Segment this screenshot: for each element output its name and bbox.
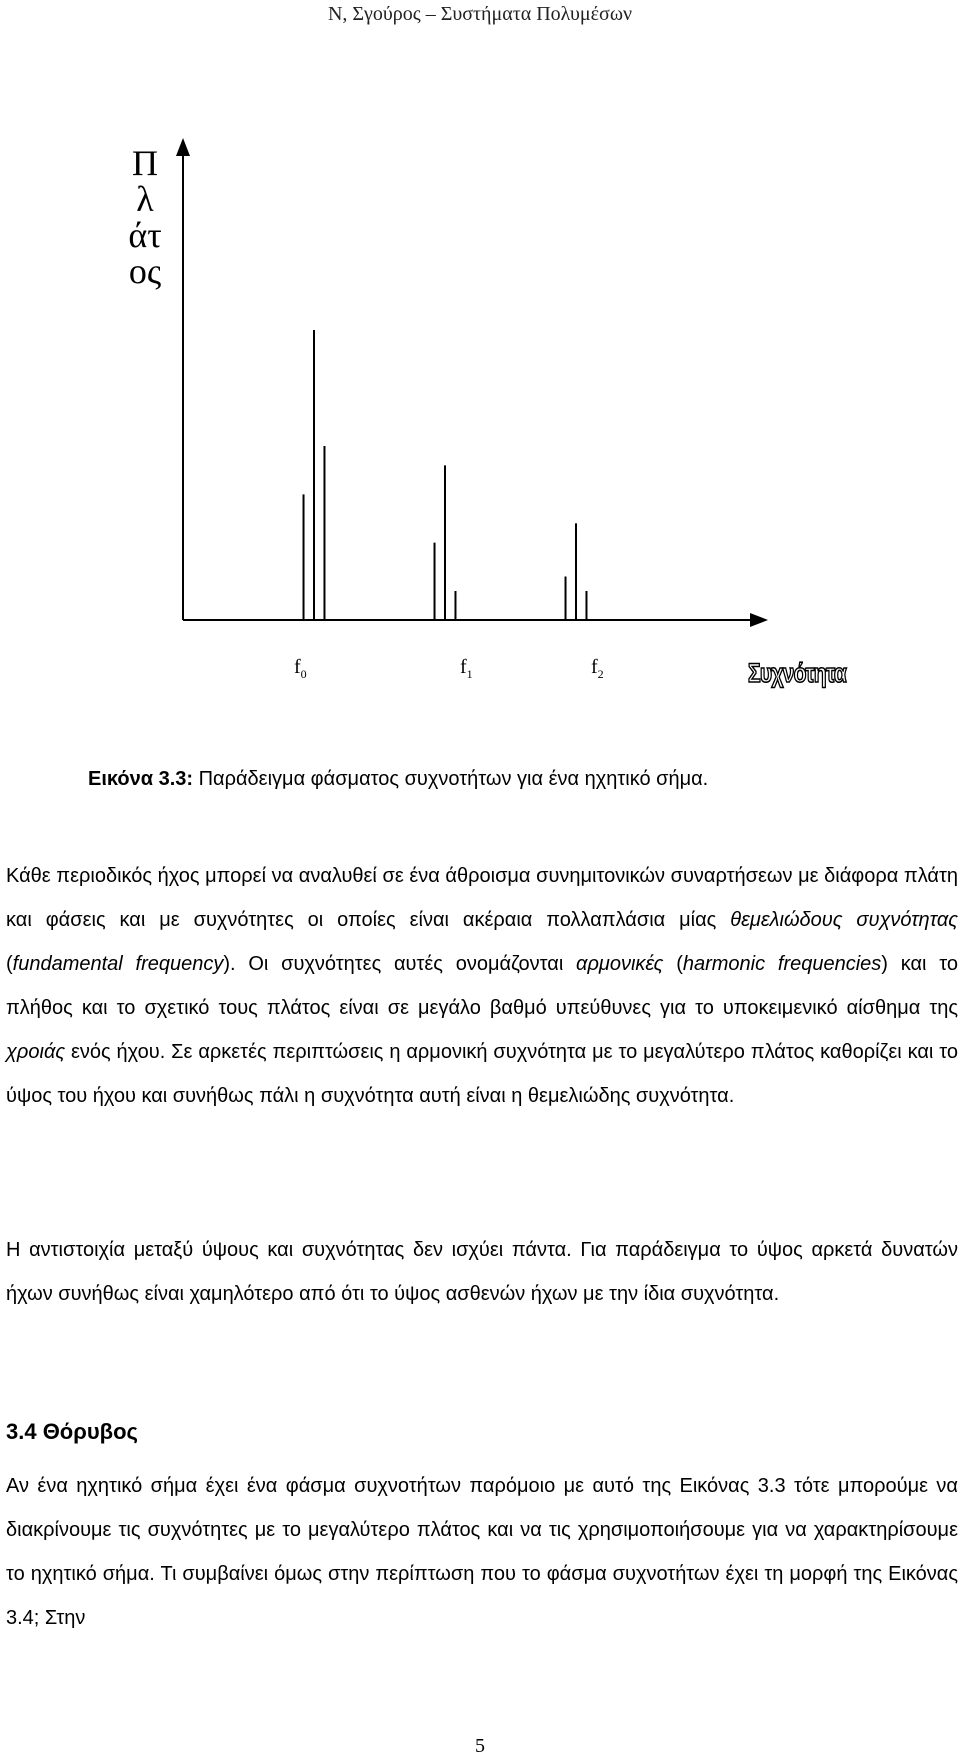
spectrum-figure [0, 130, 960, 710]
paragraph-pitch: Η αντιστοιχία μεταξύ ύψους και συχνότητας δεν ισχύει πάντα. Για παράδειγμα το ύψος αρκετά δυνατών ήχων συνήθως είναι χαμηλότερο από ότι το ύψος ασθενών ήχων με την ίδια συχνότητα. [6, 1239, 958, 1305]
tick-label-f0: $f_0$ [294, 656, 307, 681]
caption-label: Εικόνα 3.3: [88, 768, 194, 790]
paragraph-harmonics: Κάθε περιοδικός ήχος μπορεί να αναλυθεί σε ένα άθροισμα συνημιτονικών συναρτήσεων με διάφορα πλάτη και φάσεις και με συχνότητες οι οποίες είναι ακέραια πολλαπλάσια μίας θεμελιώδους συχνότητας (fundamental frequency). Οι συχνότητες αυτές ονομάζονται αρμονικές (harmonic frequencies) και το πλήθος και το σχετικό τους πλάτος είναι σε μεγάλο βαθμό υπεύθυνες για το υποκειμενικό αίσθημα της χροιάς ενός ήχου. Σε αρκετές περιπτώσεις η αρμονική συχνότητα με το μεγαλύτερο πλάτος καθορίζει και το ύψος του ήχου και συνήθως πάλι η συχνότητα αυτή είναι η θεμελιώδης συχνότητα. [6, 865, 959, 1107]
x-axis-title: Συχνότητα [748, 658, 847, 688]
y-axis-arrow [176, 138, 190, 156]
y-axis-title: Πλάτος [128, 143, 162, 291]
section-heading: 3.4 Θόρυβος [6, 1419, 138, 1444]
page-header: Ν, Σγούρος – Συστήματα Πολυμέσων [327, 3, 633, 25]
tick-label-f1: $f_1$ [460, 656, 473, 681]
tick-label-f2: $f_2$ [591, 656, 604, 681]
figure-caption [88, 768, 708, 791]
paragraph-noise: Αν ένα ηχητικό σήμα έχει ένα φάσμα συχνοτήτων παρόμοιο με αυτό της Εικόνας 3.3 τότε μπορούμε να διακρίνουμε τις συχνότητες με το μεγαλύτερο πλάτος και να τις χρησιμοποιήσουμε για να χαρακτηρίσουμε το ηχητικό σήμα. Τι συμβαίνει όμως στην περίπτωση που το φάσμα συχνοτήτων έχει τη μορφή της Εικόνας 3.4; Στην [6, 1475, 958, 1629]
x-axis-arrow [750, 613, 768, 627]
caption-text: Παράδειγμα φάσματος συχνοτήτων για ένα ηχητικό σήμα. [193, 768, 709, 790]
page-number: 5 [475, 1735, 485, 1757]
